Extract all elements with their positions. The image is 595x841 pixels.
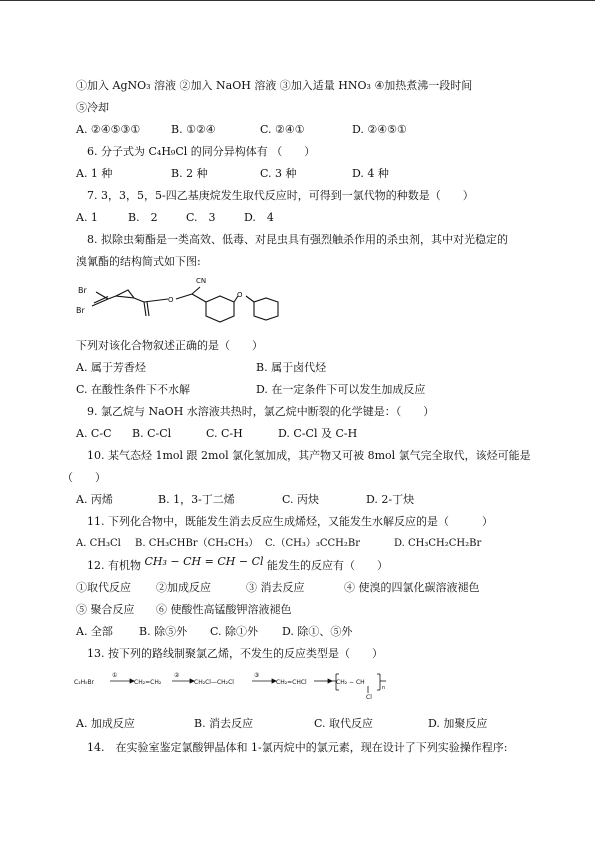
reaction-item: ⑥ 使酸性高锰酸钾溶液褪色 (156, 603, 292, 616)
polymer-chlorine: Cl (366, 694, 372, 701)
route-step-1: ① (112, 672, 118, 679)
cyano-label: CN (196, 277, 207, 285)
option-c[interactable]: C.（CH₃）₃CCH₂Br (265, 538, 361, 549)
option-b[interactable]: B. 2 (128, 211, 158, 224)
bromine-label-1: Br (78, 286, 87, 295)
option-c[interactable]: C. 取代反应 (314, 717, 374, 730)
option-b[interactable]: B. 属于卤代烃 (256, 361, 327, 374)
route-step-2: ② (174, 672, 180, 679)
option-c[interactable]: C. 丙炔 (282, 493, 320, 506)
q5-steps-line-2: ⑤冷却 (76, 101, 109, 114)
reaction-item: ④ 使溴的四氯化碳溶液褪色 (344, 581, 480, 594)
option-d[interactable]: D. 4 种 (352, 167, 389, 180)
route-start: C₂H₅Br (74, 679, 95, 686)
option-b[interactable]: B. ①②④ (171, 123, 216, 136)
option-c[interactable]: C. C-H (206, 427, 243, 440)
q12-lead-text: 12. 有机物 (87, 559, 141, 572)
route-product-3: CH₂=CHCl (276, 679, 307, 686)
option-b[interactable]: B. CH₃CHBr（CH₂CH₃） (135, 538, 259, 549)
q13-question: 13. 按下列的路线制聚氯乙烯，不发生的反应类型是（ ） (87, 647, 383, 660)
option-c[interactable]: C. 除①外 (210, 625, 259, 638)
q6-question: 6. 分子式为 C₄H₉Cl 的同分异构体有 （ ） (87, 145, 316, 158)
q9-question: 9. 氯乙烷与 NaOH 水溶液共热时，氯乙烷中断裂的化学键是：（ ） (87, 405, 435, 418)
option-d[interactable]: D. 4 (244, 211, 274, 224)
route-product-1: CH₂=CH₂ (134, 679, 162, 686)
option-d[interactable]: D. 2-丁炔 (366, 493, 415, 506)
polymer-subscript-n: n (382, 685, 386, 691)
pvc-synthesis-route (74, 668, 404, 706)
option-b[interactable]: B. 2 种 (171, 167, 208, 180)
option-d[interactable]: D. C-Cl 及 C-H (278, 427, 358, 440)
ester-oxygen-label: O (168, 296, 174, 304)
option-a[interactable]: A. 1 种 (76, 167, 113, 180)
q14-question: 14. 在实验室鉴定氯酸钾晶体和 1-氯丙烷中的氯元素，现在设计了下列实验操作程序: (87, 741, 508, 754)
option-a[interactable]: A. 1 (76, 211, 98, 224)
option-c[interactable]: C. ②④① (260, 123, 305, 136)
option-a[interactable]: A. C-C (76, 427, 112, 440)
option-d[interactable]: D. 在一定条件下可以发生加成反应 (256, 383, 426, 396)
route-product-2: CH₂Cl—CH₂Cl (194, 679, 234, 686)
q10-question-2: （ ） (62, 471, 106, 484)
ether-oxygen-label: O (237, 291, 243, 299)
option-b[interactable]: B. C-Cl (132, 427, 172, 440)
polymer-repeat-unit: CH₂ − CH (336, 679, 365, 686)
option-a[interactable]: A. CH₃Cl (76, 538, 121, 549)
top-rule (0, 0, 595, 1)
option-a[interactable]: A. 丙烯 (76, 493, 113, 506)
q12-question (87, 555, 389, 573)
reaction-item: ⑤ 聚合反应 (76, 603, 135, 616)
bromine-label-2: Br (76, 306, 85, 315)
route-step-3: ③ (254, 672, 260, 679)
option-a[interactable]: A. 全部 (76, 625, 113, 638)
option-c[interactable]: C. 3 (186, 211, 216, 224)
option-c[interactable]: C. 在酸性条件下不水解 (76, 383, 191, 396)
q8-question-3: 下列对该化合物叙述正确的是（ ） (76, 339, 263, 352)
q12-tail-text: 能发生的反应有（ ） (267, 559, 389, 572)
option-d[interactable]: D. CH₃CH₂CH₂Br (394, 538, 482, 549)
option-d[interactable]: D. 除①、⑤外 (282, 625, 353, 638)
q8-question-2: 溴氰酯的结构简式如下图: (76, 255, 201, 268)
q8-question: 8. 拟除虫菊酯是一类高效、低毒、对昆虫具有强烈触杀作用的杀虫剂，其中对光稳定的 (87, 233, 508, 246)
option-c[interactable]: C. 3 种 (260, 167, 297, 180)
option-a[interactable]: A. 属于芳香烃 (76, 361, 146, 374)
option-b[interactable]: B. 消去反应 (194, 717, 254, 730)
deltamethrin-structure (70, 272, 290, 334)
reaction-item: ②加成反应 (156, 581, 211, 594)
reaction-item: ③ 消去反应 (246, 581, 305, 594)
option-a[interactable]: A. ②④⑤③① (76, 123, 141, 136)
q7-question: 7. 3，3，5，5-四乙基庚烷发生取代反应时，可得到一氯代物的种数是（ ） (87, 189, 474, 202)
option-b[interactable]: B. 除⑤外 (139, 625, 188, 638)
q5-steps-line: ①加入 AgNO₃ 溶液 ②加入 NaOH 溶液 ③加入适量 HNO₃ ④加热煮沸一段时间 (76, 79, 473, 92)
q10-question: 10. 某气态烃 1mol 跟 2mol 氯化氢加成，其产物又可被 8mol 氯气完全取代，该烃可能是 (87, 449, 531, 462)
reaction-item: ①取代反应 (76, 581, 131, 594)
option-d[interactable]: D. ②④⑤① (352, 123, 407, 136)
q12-formula: CH₃ − CH = CH − Cl (144, 555, 264, 568)
option-a[interactable]: A. 加成反应 (76, 717, 135, 730)
q11-question: 11. 下列化合物中，既能发生消去反应生成烯烃，又能发生水解反应的是（ ） (87, 515, 493, 528)
option-b[interactable]: B. 1，3-丁二烯 (158, 493, 235, 506)
option-d[interactable]: D. 加聚反应 (428, 717, 488, 730)
